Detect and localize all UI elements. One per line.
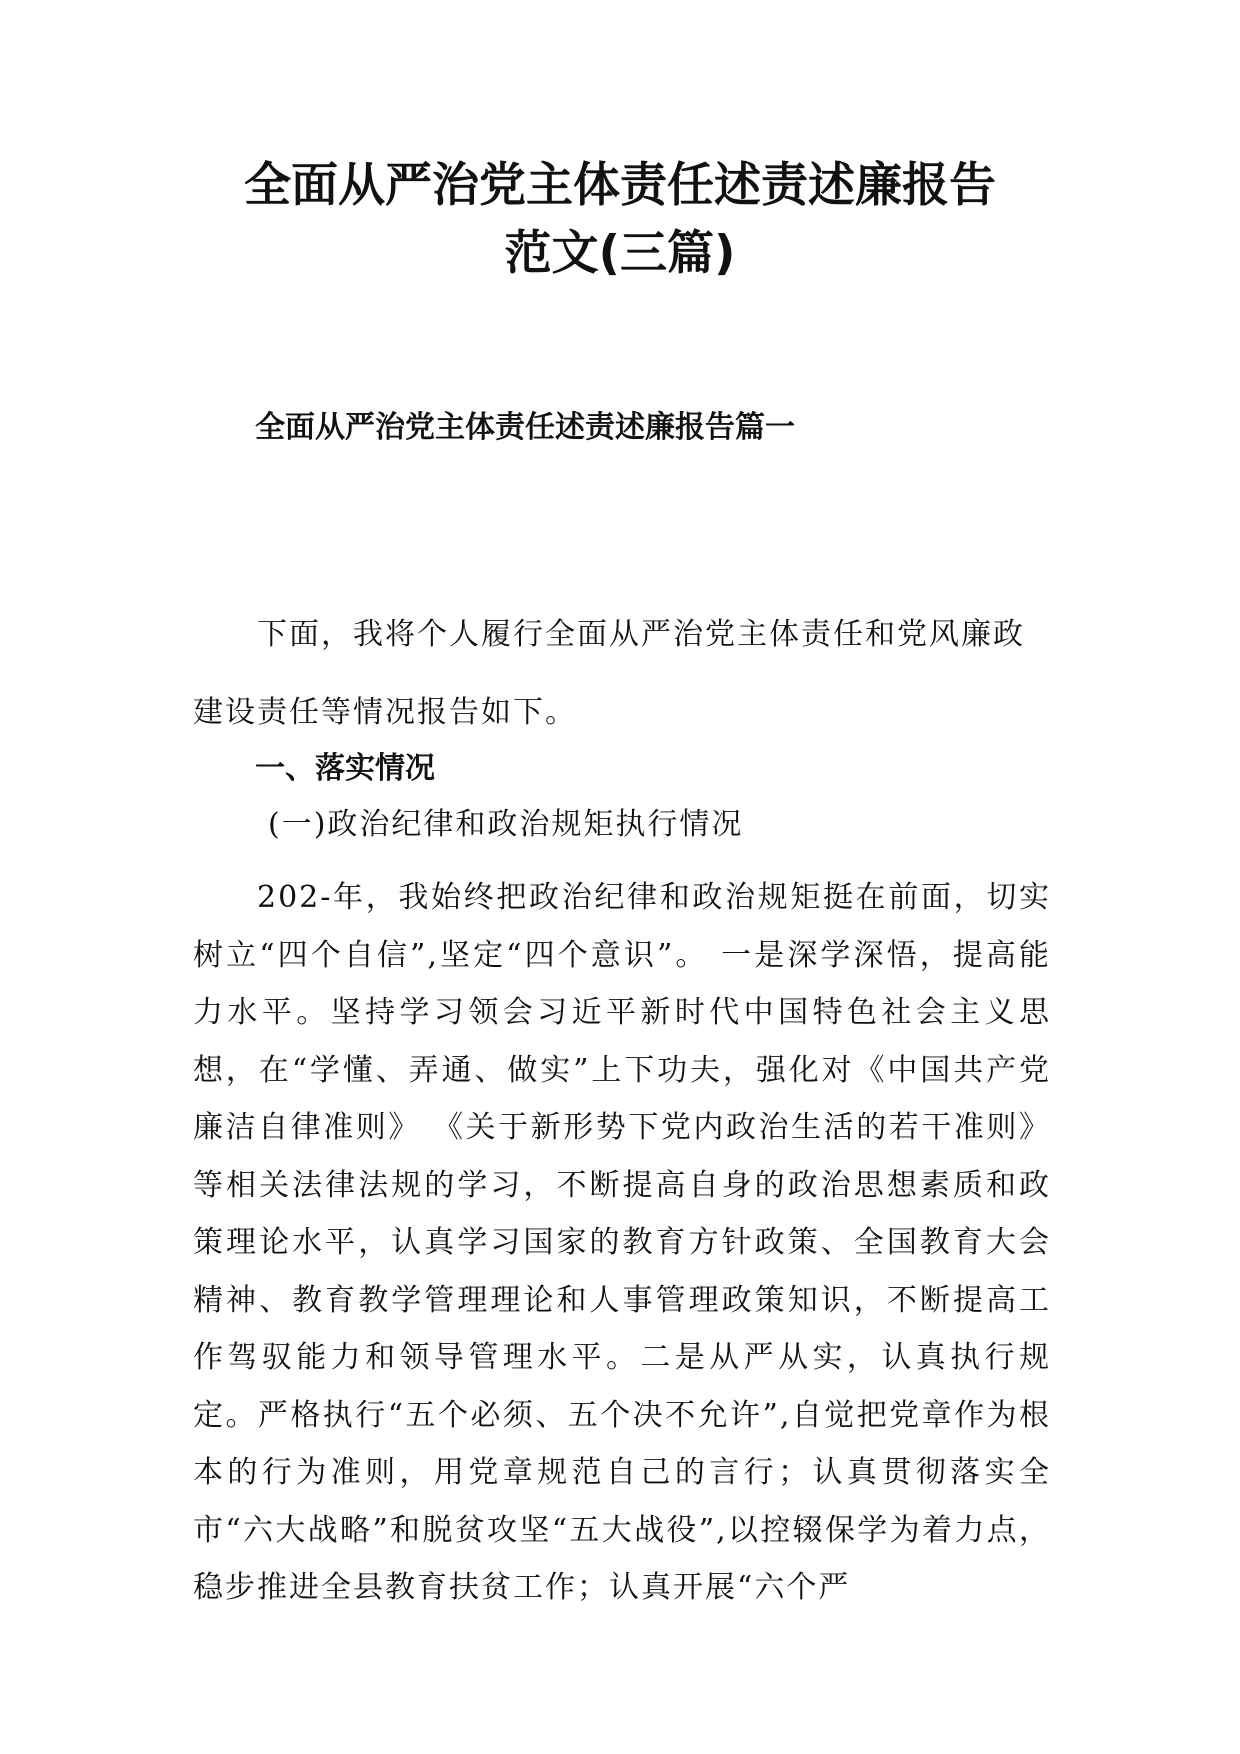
document-title-line1: 全面从严治党主体责任述责述廉报告 [244, 158, 996, 213]
heading-implementation: 一、落实情况 [255, 751, 435, 786]
heading-political-discipline: (一)政治纪律和政治规矩执行情况 [268, 807, 744, 842]
section-heading: 全面从严治党主体责任述责述廉报告篇一 [255, 410, 795, 445]
document-title-line2: 范文(三篇) [504, 226, 736, 281]
intro-paragraph: 下面，我将个人履行全面从严治党主体责任和党风廉政建设责任等情况报告如下。 [193, 617, 1025, 730]
body-paragraph: 202-年，我始终把政治纪律和政治规矩挺在前面，切实树立“四个自信”,坚定“四个意识”。 一是深学深悟，提高能力水平。坚持学习领会习近平新时代中国特色社会主义思想，在“学懂、弄通、做实”上下功夫，强化对《中国共产党廉洁自律准则》 《关于新形势下党内政治生活的若干准则》等相关法律法规的学习，不断提高自身的政治思想素质和政策理论水平，认真学习国家的教育方针政策、全国教育大会精神、教育教学管理理论和人事管理政策知识，不断提高工作驾驭能力和领导管理水平。二是从严从实，认真执行规定。严格执行“五个必须、五个决不允许”,自觉把党章作为根本的行为准则，用党章规范自己的言行；认真贯彻落实全市“六大战略”和脱贫攻坚“五大战役”,以控辍保学为着力点，稳步推进全县教育扶贫工作；认真开展“六个严 [193, 880, 1051, 1605]
